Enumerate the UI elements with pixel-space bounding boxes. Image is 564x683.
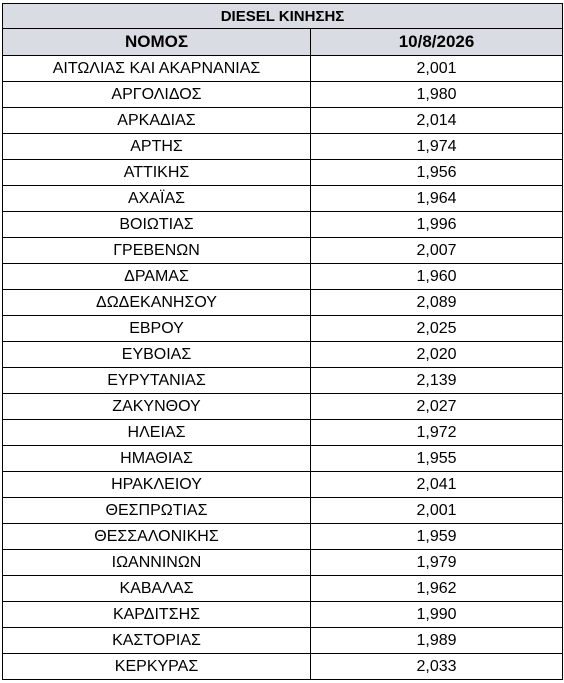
cell-price: 1,990 [311, 602, 563, 628]
cell-prefecture: ΚΑΡΔΙΤΣΗΣ [3, 602, 311, 628]
cell-price: 1,996 [311, 212, 563, 238]
table-row [3, 108, 563, 134]
table-row [3, 524, 563, 550]
cell-prefecture: ΒΟΙΩΤΙΑΣ [3, 212, 311, 238]
cell-price: 1,980 [311, 82, 563, 108]
cell-price: 2,014 [311, 108, 563, 134]
cell-prefecture: ΑΙΤΩΛΙΑΣ ΚΑΙ ΑΚΑΡΝΑΝΙΑΣ [3, 56, 311, 82]
cell-prefecture: ΘΕΣΣΑΛΟΝΙΚΗΣ [3, 524, 311, 550]
cell-price: 1,989 [311, 628, 563, 654]
table-row [3, 160, 563, 186]
cell-price: 2,033 [311, 654, 563, 680]
table-row [3, 82, 563, 108]
cell-prefecture: ΕΥΒΟΙΑΣ [3, 342, 311, 368]
cell-price: 2,020 [311, 342, 563, 368]
table-header-row [3, 29, 563, 56]
cell-prefecture: ΗΜΑΘΙΑΣ [3, 446, 311, 472]
table-row [3, 628, 563, 654]
cell-price: 2,001 [311, 56, 563, 82]
table-row [3, 420, 563, 446]
cell-prefecture: ΔΩΔΕΚΑΝΗΣΟΥ [3, 290, 311, 316]
cell-price: 1,979 [311, 550, 563, 576]
cell-price: 1,956 [311, 160, 563, 186]
table-row [3, 472, 563, 498]
table-row [3, 550, 563, 576]
cell-price: 1,959 [311, 524, 563, 550]
cell-price: 2,025 [311, 316, 563, 342]
cell-price: 1,974 [311, 134, 563, 160]
cell-prefecture: ΗΛΕΙΑΣ [3, 420, 311, 446]
cell-prefecture: ΓΡΕΒΕΝΩΝ [3, 238, 311, 264]
cell-prefecture: ΕΥΡΥΤΑΝΙΑΣ [3, 368, 311, 394]
cell-price: 1,960 [311, 264, 563, 290]
cell-prefecture: ΑΡΚΑΔΙΑΣ [3, 108, 311, 134]
table-row [3, 394, 563, 420]
table-row [3, 134, 563, 160]
cell-price: 2,027 [311, 394, 563, 420]
table-row [3, 316, 563, 342]
table-row [3, 602, 563, 628]
cell-price: 2,041 [311, 472, 563, 498]
cell-prefecture: ΖΑΚΥΝΘΟΥ [3, 394, 311, 420]
table-row [3, 446, 563, 472]
table-row [3, 264, 563, 290]
table-row [3, 212, 563, 238]
cell-price: 2,139 [311, 368, 563, 394]
table-row [3, 342, 563, 368]
cell-prefecture: ΚΑΒΑΛΑΣ [3, 576, 311, 602]
cell-prefecture: ΚΕΡΚΥΡΑΣ [3, 654, 311, 680]
table-row [3, 290, 563, 316]
column-header-prefecture: ΝΟΜΟΣ [3, 29, 311, 56]
table-row [3, 238, 563, 264]
cell-price: 2,001 [311, 498, 563, 524]
cell-price: 1,972 [311, 420, 563, 446]
cell-prefecture: ΘΕΣΠΡΩΤΙΑΣ [3, 498, 311, 524]
cell-prefecture: ΑΧΑΪΑΣ [3, 186, 311, 212]
cell-prefecture: ΕΒΡΟΥ [3, 316, 311, 342]
table-title-row [3, 4, 563, 29]
column-header-date: 10/8/2026 [311, 29, 563, 56]
cell-price: 1,962 [311, 576, 563, 602]
cell-price: 2,007 [311, 238, 563, 264]
diesel-price-table [2, 3, 563, 680]
table-row [3, 368, 563, 394]
cell-price: 1,964 [311, 186, 563, 212]
table-row [3, 56, 563, 82]
cell-prefecture: ΔΡΑΜΑΣ [3, 264, 311, 290]
cell-price: 1,955 [311, 446, 563, 472]
cell-prefecture: ΑΡΤΗΣ [3, 134, 311, 160]
table-row [3, 186, 563, 212]
cell-prefecture: ΑΤΤΙΚΗΣ [3, 160, 311, 186]
diesel-price-sheet [2, 3, 562, 680]
cell-prefecture: ΑΡΓΟΛΙΔΟΣ [3, 82, 311, 108]
table-body [3, 56, 563, 680]
table-row [3, 654, 563, 680]
table-row [3, 576, 563, 602]
table-title: DIESEL ΚΙΝΗΣΗΣ [3, 4, 563, 29]
cell-price: 2,089 [311, 290, 563, 316]
cell-prefecture: ΙΩΑΝΝΙΝΩΝ [3, 550, 311, 576]
table-row [3, 498, 563, 524]
cell-prefecture: ΗΡΑΚΛΕΙΟΥ [3, 472, 311, 498]
cell-prefecture: ΚΑΣΤΟΡΙΑΣ [3, 628, 311, 654]
